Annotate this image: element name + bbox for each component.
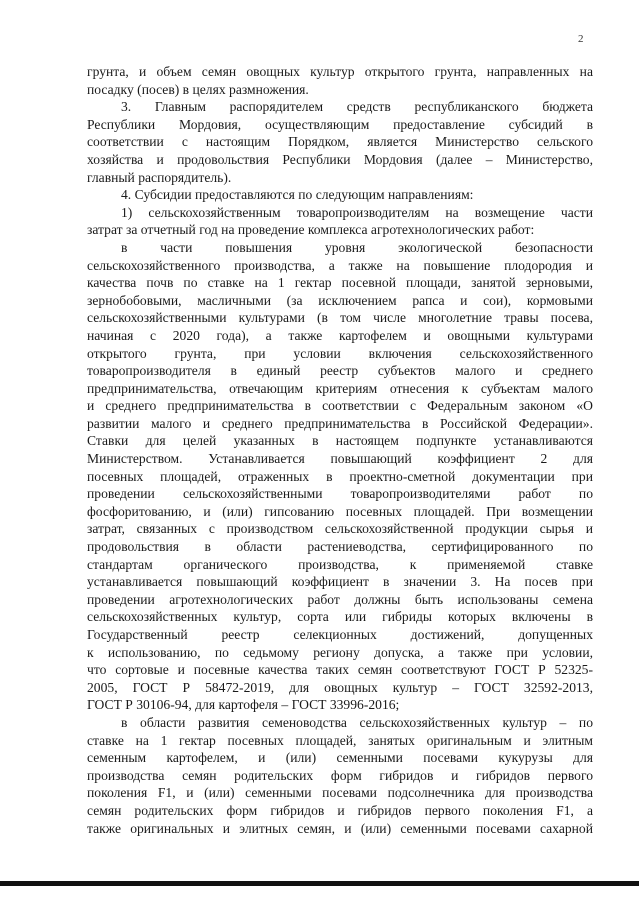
text-line: проведении сельскохозяйственными товаропроизводителями работ по [87, 486, 593, 502]
text-line: Ставки для целей указанных в настоящем подпункте устанавливаются [87, 433, 593, 449]
text-line: в области развития семеноводства сельскохозяйственных культур – по [121, 714, 593, 730]
text-line: поколения F1, и (или) семенными посевами подсолнечника для производства [87, 785, 593, 801]
text-line: к использованию, по седьмому региону допуска, а также при условии, [87, 644, 593, 660]
text-line: затрат за отчетный год на проведение комплекса агротехнологических работ: [87, 222, 535, 238]
text-line: стандартам органического производства, к применяемой ставке [87, 556, 593, 572]
text-line: главный распорядитель). [87, 169, 232, 185]
text-line: соответствии с настоящим Порядком, является Министерство сельского [87, 134, 593, 150]
text-line: Государственный реестр селекционных достижений, допущенных [87, 627, 593, 642]
text-line: проведении агротехнологических работ должны быть использованы семена [87, 591, 593, 607]
text-line: грунта, и объем семян овощных культур открытого грунта, направленных на [87, 64, 593, 79]
text-line: сельскохозяйственного производства, а также на повышение плодородия и [87, 257, 593, 273]
text-line: фосфоритованию, и (или) гипсованию посевных площадей. При возмещении [87, 503, 593, 519]
scan-edge-rule [0, 881, 639, 886]
text-line: 1) сельскохозяйственным товаропроизводителям на возмещение части [121, 204, 593, 220]
text-line: Республики Мордовия, осуществляющим предоставление субсидий в [87, 116, 593, 132]
text-line: товаропроизводителя в единый реестр субъектов малого и среднего [87, 363, 593, 379]
text-line: 3. Главным распорядителем средств республиканского бюджета [121, 99, 593, 115]
text-line: зернобобовыми, масличными (за исключением рапса и сои), кормовыми [87, 292, 593, 308]
text-line: и среднего предпринимательства в соответствии с Федеральным законом «О [87, 398, 593, 414]
text-line: качества почв по ставке на 1 гектар посевной площади, занятой зерновыми, [87, 275, 593, 291]
text-line: также оригинальных и элитных семян, и (или) семенными посевами сахарной [87, 820, 593, 836]
text-line: сельскохозяйственных культур, сорта или гибриды которых включены в [87, 609, 593, 625]
text-line: хозяйства и продовольствия Республики Мордовия (далее – Министерство, [87, 151, 593, 167]
text-line: семенным картофелем, и (или) семенными посевами кукурузы для [87, 750, 593, 766]
text-line: начиная с 2020 года), а также картофелем и овощными культурами [87, 327, 593, 343]
text-line: ставке на 1 гектар посевных площадей, занятых оригинальным и элитным [87, 732, 593, 748]
text-line: 4. Субсидии предоставляются по следующим направлениям: [121, 187, 474, 203]
page-number: 2 [578, 33, 584, 45]
text-line: Министерством. Устанавливается повышающий коэффициент 2 для [87, 451, 593, 467]
document-body [87, 63, 593, 837]
text-line: открытого грунта, при условии включения сельскохозяйственного [87, 345, 593, 361]
text-line: в части повышения уровня экологической безопасности [121, 239, 593, 255]
text-line: посадку (посев) в целях размножения. [87, 81, 309, 97]
text-line: 2005, ГОСТ Р 58472-2019, для овощных культур – ГОСТ 32592-2013, [87, 679, 593, 695]
text-line: производства семян родительских форм гибридов и гибридов первого [87, 767, 593, 783]
text-line: предпринимательства, отвечающим критериям отнесения к субъектам малого [87, 380, 593, 396]
text-line: семян родительских форм гибридов и гибридов первого поколения F1, а [87, 802, 593, 818]
text-line: затрат, связанных с производством сельскохозяйственной продукции сырья и [87, 521, 593, 537]
text-line: продовольствия в области растениеводства, сертифицированного по [87, 539, 593, 555]
text-line: развитии малого и среднего предпринимательства в Российской Федерации». [87, 415, 593, 431]
text-line: что сортовые и посевные качества таких семян соответствуют ГОСТ Р 52325- [87, 662, 593, 678]
text-line: ГОСТ Р 30106-94, для картофеля – ГОСТ 33996-2016; [87, 697, 400, 713]
text-line: устанавливается повышающий коэффициент в значении 3. На посев при [87, 574, 593, 590]
text-line: сельскохозяйственными культурами (в том числе многолетние травы посева, [87, 310, 593, 326]
text-line: посевных площадей, отраженных в проектно-сметной документации при [87, 468, 593, 484]
